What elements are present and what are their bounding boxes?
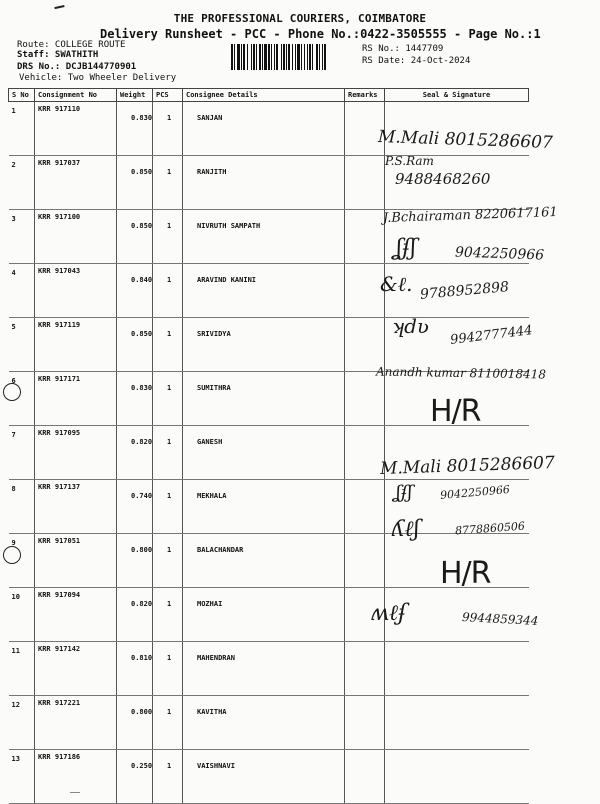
signature: 8778860506 [454, 519, 526, 538]
scribble: ʆʄʃ [395, 236, 417, 261]
signature: 9042250966 [439, 482, 511, 503]
cell-consignee: NIVRUTH SAMPATH [183, 210, 345, 264]
cell-consignee: SUMITHRA [183, 372, 345, 426]
cell-consignee: RANJITH [183, 156, 345, 210]
cell-consignee: ARAVIND KANINI [183, 264, 345, 318]
scan-mark [70, 792, 80, 799]
cell-signature [385, 696, 529, 750]
cell-remarks [345, 750, 385, 804]
hr-mark: H/R [430, 394, 481, 429]
cell-weight: 0.800 [117, 534, 153, 588]
cell-sno: 11 [9, 642, 35, 696]
col-header-weight: Weight [117, 89, 153, 102]
circle-mark [3, 383, 21, 401]
cell-remarks [345, 534, 385, 588]
cell-weight: 0.810 [117, 642, 153, 696]
cell-pcs: 1 [153, 480, 183, 534]
cell-pcs: 1 [153, 156, 183, 210]
staff-label: Staff: SWATHITH [17, 50, 99, 60]
scribble: ʞdʋ [392, 314, 430, 338]
cell-pcs: 1 [153, 426, 183, 480]
cell-signature [385, 750, 529, 804]
cell-weight: 0.830 [117, 102, 153, 156]
col-header-consignee: Consignee Details [183, 89, 345, 102]
signature: J.Bchairaman 8220617161 [382, 204, 558, 227]
scribble: ʍℓʄ [370, 601, 407, 626]
cell-remarks [345, 156, 385, 210]
runsheet-title: Delivery Runsheet - PCC - Phone No.:0422-3505555 - Page No.:1 [100, 27, 541, 41]
cell-consignee: MEKHALA [183, 480, 345, 534]
cell-weight: 0.250 [117, 750, 153, 804]
cell-weight: 0.850 [117, 156, 153, 210]
cell-pcs: 1 [153, 750, 183, 804]
cell-weight: 0.850 [117, 318, 153, 372]
cell-consignment: KRR 917037 [35, 156, 117, 210]
hr-mark: H/R [440, 556, 491, 591]
cell-weight: 0.740 [117, 480, 153, 534]
cell-consignment: KRR 917043 [35, 264, 117, 318]
cell-pcs: 1 [153, 318, 183, 372]
signature: 9488468260 [395, 170, 491, 188]
cell-consignment: KRR 917171 [35, 372, 117, 426]
cell-consignment: KRR 917119 [35, 318, 117, 372]
cell-remarks [345, 264, 385, 318]
circle-mark [3, 546, 21, 564]
signature: 9042250966 [454, 244, 545, 264]
signature: 9788952898 [419, 279, 510, 303]
signature: M.Mali 8015286607 [377, 126, 554, 154]
cell-sno: 13 [9, 750, 35, 804]
col-header-pcs: PCS [153, 89, 183, 102]
cell-pcs: 1 [153, 534, 183, 588]
cell-sno: 10 [9, 588, 35, 642]
col-header-sno: S No [9, 89, 35, 102]
cell-sno: 3 [9, 210, 35, 264]
cell-pcs: 1 [153, 264, 183, 318]
table-header-row [9, 89, 529, 102]
cell-pcs: 1 [153, 372, 183, 426]
cell-sno: 9 [9, 534, 35, 588]
cell-pcs: 1 [153, 210, 183, 264]
cell-weight: 0.850 [117, 210, 153, 264]
cell-remarks [345, 318, 385, 372]
cell-consignee: SRIVIDYA [183, 318, 345, 372]
table-row [9, 696, 529, 750]
table-row [9, 750, 529, 804]
cell-consignment: KRR 917094 [35, 588, 117, 642]
cell-consignee: GANESH [183, 426, 345, 480]
cell-weight: 0.830 [117, 372, 153, 426]
cell-consignee: BALACHANDAR [183, 534, 345, 588]
cell-consignment: KRR 917221 [35, 696, 117, 750]
barcode-bar [326, 44, 327, 70]
col-header-remarks: Remarks [345, 89, 385, 102]
vehicle-label: Vehicle: Two Wheeler Delivery [19, 73, 177, 83]
cell-consignee: MAHENDRAN [183, 642, 345, 696]
route-label: Route: COLLEGE ROUTE [17, 40, 126, 50]
cell-remarks [345, 426, 385, 480]
cell-consignment: KRR 917142 [35, 642, 117, 696]
cell-consignment: KRR 917186 [35, 750, 117, 804]
cell-consignment: KRR 917095 [35, 426, 117, 480]
signature: 9944859344 [461, 610, 539, 628]
cell-sno: 6 [9, 372, 35, 426]
cell-weight: 0.820 [117, 588, 153, 642]
drs-number: DRS No.: DCJB144770901 [17, 62, 137, 72]
cell-sno: 8 [9, 480, 35, 534]
rs-date: RS Date: 24-Oct-2024 [362, 56, 471, 66]
barcode-image [231, 44, 355, 70]
signature: Anandh kumar 8110018418 [375, 364, 547, 382]
cell-remarks [345, 696, 385, 750]
cell-weight: 0.840 [117, 264, 153, 318]
col-header-seal: Seal & Signature [385, 89, 529, 102]
cell-weight: 0.800 [117, 696, 153, 750]
signature: P.S.Ram [385, 154, 434, 168]
cell-consignee: SANJAN [183, 102, 345, 156]
cell-remarks [345, 480, 385, 534]
cell-consignee: KAVITHA [183, 696, 345, 750]
cell-pcs: 1 [153, 588, 183, 642]
cell-remarks [345, 372, 385, 426]
cell-sno: 1 [9, 102, 35, 156]
cell-pcs: 1 [153, 642, 183, 696]
cell-weight: 0.820 [117, 426, 153, 480]
cell-consignment: KRR 917137 [35, 480, 117, 534]
cell-sno: 12 [9, 696, 35, 750]
cell-sno: 5 [9, 318, 35, 372]
signature: 9942777444 [449, 323, 534, 348]
company-name: THE PROFESSIONAL COURIERS, COIMBATORE [173, 12, 427, 25]
cell-sno: 2 [9, 156, 35, 210]
cell-consignment: KRR 917051 [35, 534, 117, 588]
col-header-consignment: Consignment No [35, 89, 117, 102]
cell-remarks [345, 210, 385, 264]
cell-pcs: 1 [153, 102, 183, 156]
table-row [9, 588, 529, 642]
cell-signature [385, 642, 529, 696]
scribble: ʎℓʃ [392, 517, 420, 542]
cell-consignee: VAISHNAVI [183, 750, 345, 804]
table-row [9, 642, 529, 696]
cell-consignment: KRR 917100 [35, 210, 117, 264]
rs-number: RS No.: 1447709 [362, 44, 444, 54]
cell-remarks [345, 642, 385, 696]
cell-consignment: KRR 917110 [35, 102, 117, 156]
signature: M.Mali 8015286607 [379, 452, 556, 480]
cell-sno: 4 [9, 264, 35, 318]
cell-sno: 7 [9, 426, 35, 480]
cell-consignee: MOZHAI [183, 588, 345, 642]
cell-pcs: 1 [153, 696, 183, 750]
scribble: &ℓ. [380, 272, 413, 296]
scribble: ʆʄʃ [395, 482, 413, 503]
runsheet-table [8, 88, 529, 804]
